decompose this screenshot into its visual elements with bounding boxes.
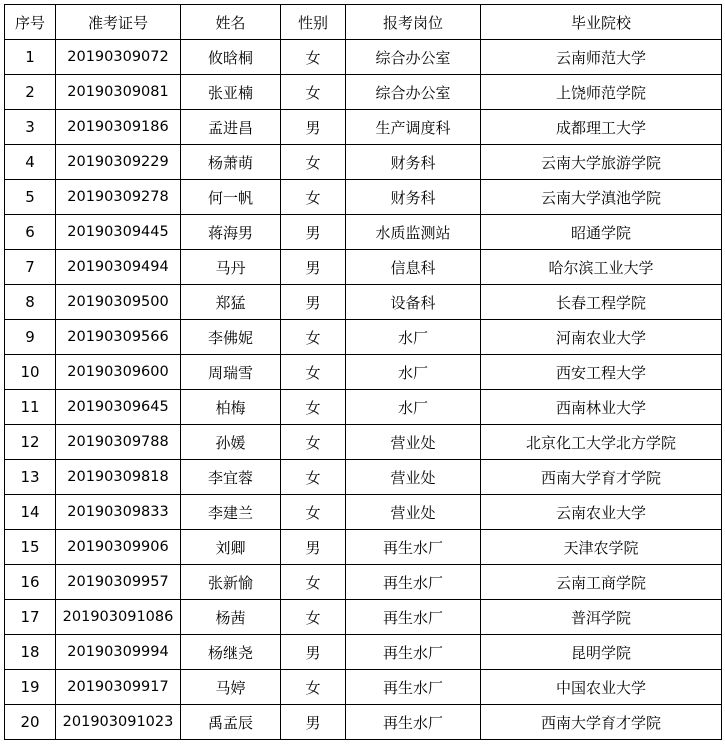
cell-school: 西安工程大学 bbox=[481, 355, 722, 390]
cell-gender: 女 bbox=[281, 320, 346, 355]
cell-seq: 11 bbox=[5, 390, 56, 425]
table-row bbox=[5, 285, 722, 320]
cell-exam-id: 20190309500 bbox=[56, 285, 181, 320]
cell-position: 财务科 bbox=[346, 145, 481, 180]
table-row bbox=[5, 145, 722, 180]
header-name: 姓名 bbox=[181, 5, 281, 40]
cell-seq: 3 bbox=[5, 110, 56, 145]
table-row bbox=[5, 425, 722, 460]
cell-school: 云南师范大学 bbox=[481, 40, 722, 75]
cell-position: 营业处 bbox=[346, 495, 481, 530]
table-row bbox=[5, 250, 722, 285]
table-row bbox=[5, 215, 722, 250]
cell-exam-id: 20190309833 bbox=[56, 495, 181, 530]
cell-seq: 17 bbox=[5, 600, 56, 635]
cell-exam-id: 20190309906 bbox=[56, 530, 181, 565]
cell-exam-id: 20190309445 bbox=[56, 215, 181, 250]
cell-gender: 女 bbox=[281, 425, 346, 460]
cell-gender: 女 bbox=[281, 355, 346, 390]
cell-position: 再生水厂 bbox=[346, 635, 481, 670]
cell-gender: 男 bbox=[281, 705, 346, 740]
table-row bbox=[5, 390, 722, 425]
header-school: 毕业院校 bbox=[481, 5, 722, 40]
cell-name: 何一帆 bbox=[181, 180, 281, 215]
cell-school: 云南大学滇池学院 bbox=[481, 180, 722, 215]
cell-position: 综合办公室 bbox=[346, 40, 481, 75]
candidate-table bbox=[4, 4, 722, 740]
cell-position: 设备科 bbox=[346, 285, 481, 320]
header-exam-id: 准考证号 bbox=[56, 5, 181, 40]
cell-exam-id: 20190309494 bbox=[56, 250, 181, 285]
cell-seq: 18 bbox=[5, 635, 56, 670]
table-row bbox=[5, 635, 722, 670]
table-row bbox=[5, 75, 722, 110]
cell-exam-id: 20190309600 bbox=[56, 355, 181, 390]
cell-seq: 19 bbox=[5, 670, 56, 705]
cell-exam-id: 20190309072 bbox=[56, 40, 181, 75]
cell-name: 刘卿 bbox=[181, 530, 281, 565]
table-row bbox=[5, 565, 722, 600]
cell-seq: 8 bbox=[5, 285, 56, 320]
cell-name: 禹孟辰 bbox=[181, 705, 281, 740]
cell-position: 水厂 bbox=[346, 320, 481, 355]
header-gender: 性别 bbox=[281, 5, 346, 40]
cell-gender: 男 bbox=[281, 285, 346, 320]
cell-name: 李佛妮 bbox=[181, 320, 281, 355]
cell-exam-id: 201903091086 bbox=[56, 600, 181, 635]
cell-school: 普洱学院 bbox=[481, 600, 722, 635]
cell-name: 攸晗桐 bbox=[181, 40, 281, 75]
cell-name: 李建兰 bbox=[181, 495, 281, 530]
cell-gender: 女 bbox=[281, 600, 346, 635]
table-row bbox=[5, 355, 722, 390]
cell-gender: 女 bbox=[281, 495, 346, 530]
cell-exam-id: 201903091023 bbox=[56, 705, 181, 740]
cell-position: 生产调度科 bbox=[346, 110, 481, 145]
table-header-row bbox=[5, 5, 722, 40]
cell-name: 柏梅 bbox=[181, 390, 281, 425]
cell-seq: 2 bbox=[5, 75, 56, 110]
cell-exam-id: 20190309818 bbox=[56, 460, 181, 495]
table-row bbox=[5, 320, 722, 355]
cell-position: 信息科 bbox=[346, 250, 481, 285]
cell-gender: 男 bbox=[281, 215, 346, 250]
cell-gender: 女 bbox=[281, 565, 346, 600]
cell-school: 西南大学育才学院 bbox=[481, 460, 722, 495]
cell-seq: 15 bbox=[5, 530, 56, 565]
cell-exam-id: 20190309788 bbox=[56, 425, 181, 460]
cell-gender: 女 bbox=[281, 180, 346, 215]
cell-position: 营业处 bbox=[346, 425, 481, 460]
cell-name: 杨继尧 bbox=[181, 635, 281, 670]
cell-exam-id: 20190309994 bbox=[56, 635, 181, 670]
cell-seq: 12 bbox=[5, 425, 56, 460]
cell-school: 成都理工大学 bbox=[481, 110, 722, 145]
cell-school: 哈尔滨工业大学 bbox=[481, 250, 722, 285]
cell-school: 长春工程学院 bbox=[481, 285, 722, 320]
cell-gender: 女 bbox=[281, 390, 346, 425]
cell-name: 郑猛 bbox=[181, 285, 281, 320]
cell-name: 杨茜 bbox=[181, 600, 281, 635]
cell-school: 西南林业大学 bbox=[481, 390, 722, 425]
cell-school: 昆明学院 bbox=[481, 635, 722, 670]
cell-seq: 5 bbox=[5, 180, 56, 215]
cell-position: 再生水厂 bbox=[346, 565, 481, 600]
cell-gender: 女 bbox=[281, 145, 346, 180]
cell-seq: 6 bbox=[5, 215, 56, 250]
cell-name: 蒋海男 bbox=[181, 215, 281, 250]
cell-seq: 9 bbox=[5, 320, 56, 355]
cell-exam-id: 20190309081 bbox=[56, 75, 181, 110]
cell-school: 西南大学育才学院 bbox=[481, 705, 722, 740]
header-position: 报考岗位 bbox=[346, 5, 481, 40]
cell-position: 水厂 bbox=[346, 355, 481, 390]
cell-exam-id: 20190309566 bbox=[56, 320, 181, 355]
table-row bbox=[5, 460, 722, 495]
cell-school: 昭通学院 bbox=[481, 215, 722, 250]
table-row bbox=[5, 670, 722, 705]
cell-position: 再生水厂 bbox=[346, 705, 481, 740]
cell-name: 李宜蓉 bbox=[181, 460, 281, 495]
cell-name: 孙媛 bbox=[181, 425, 281, 460]
cell-seq: 7 bbox=[5, 250, 56, 285]
cell-school: 河南农业大学 bbox=[481, 320, 722, 355]
cell-position: 再生水厂 bbox=[346, 530, 481, 565]
cell-position: 财务科 bbox=[346, 180, 481, 215]
cell-position: 再生水厂 bbox=[346, 600, 481, 635]
cell-gender: 男 bbox=[281, 110, 346, 145]
cell-gender: 女 bbox=[281, 670, 346, 705]
cell-name: 周瑞雪 bbox=[181, 355, 281, 390]
table-row bbox=[5, 600, 722, 635]
cell-school: 上饶师范学院 bbox=[481, 75, 722, 110]
cell-name: 杨萧萌 bbox=[181, 145, 281, 180]
cell-gender: 女 bbox=[281, 40, 346, 75]
cell-school: 中国农业大学 bbox=[481, 670, 722, 705]
cell-exam-id: 20190309645 bbox=[56, 390, 181, 425]
cell-exam-id: 20190309229 bbox=[56, 145, 181, 180]
cell-gender: 男 bbox=[281, 250, 346, 285]
table-row bbox=[5, 40, 722, 75]
cell-position: 综合办公室 bbox=[346, 75, 481, 110]
cell-position: 水厂 bbox=[346, 390, 481, 425]
table-row bbox=[5, 110, 722, 145]
cell-name: 孟进昌 bbox=[181, 110, 281, 145]
cell-gender: 女 bbox=[281, 460, 346, 495]
cell-seq: 16 bbox=[5, 565, 56, 600]
cell-gender: 男 bbox=[281, 530, 346, 565]
cell-school: 云南农业大学 bbox=[481, 495, 722, 530]
cell-exam-id: 20190309278 bbox=[56, 180, 181, 215]
cell-position: 营业处 bbox=[346, 460, 481, 495]
cell-seq: 13 bbox=[5, 460, 56, 495]
cell-seq: 4 bbox=[5, 145, 56, 180]
cell-name: 马婷 bbox=[181, 670, 281, 705]
cell-position: 水质监测站 bbox=[346, 215, 481, 250]
cell-school: 云南大学旅游学院 bbox=[481, 145, 722, 180]
table-row bbox=[5, 495, 722, 530]
cell-exam-id: 20190309186 bbox=[56, 110, 181, 145]
table-row bbox=[5, 180, 722, 215]
cell-exam-id: 20190309917 bbox=[56, 670, 181, 705]
table-row bbox=[5, 705, 722, 740]
cell-seq: 20 bbox=[5, 705, 56, 740]
table-body bbox=[5, 40, 722, 740]
cell-seq: 10 bbox=[5, 355, 56, 390]
cell-school: 北京化工大学北方学院 bbox=[481, 425, 722, 460]
cell-school: 天津农学院 bbox=[481, 530, 722, 565]
cell-position: 再生水厂 bbox=[346, 670, 481, 705]
cell-exam-id: 20190309957 bbox=[56, 565, 181, 600]
header-seq: 序号 bbox=[5, 5, 56, 40]
cell-seq: 1 bbox=[5, 40, 56, 75]
cell-seq: 14 bbox=[5, 495, 56, 530]
cell-gender: 女 bbox=[281, 75, 346, 110]
cell-name: 张亚楠 bbox=[181, 75, 281, 110]
cell-name: 张新愉 bbox=[181, 565, 281, 600]
cell-name: 马丹 bbox=[181, 250, 281, 285]
cell-school: 云南工商学院 bbox=[481, 565, 722, 600]
table-row bbox=[5, 530, 722, 565]
cell-gender: 男 bbox=[281, 635, 346, 670]
